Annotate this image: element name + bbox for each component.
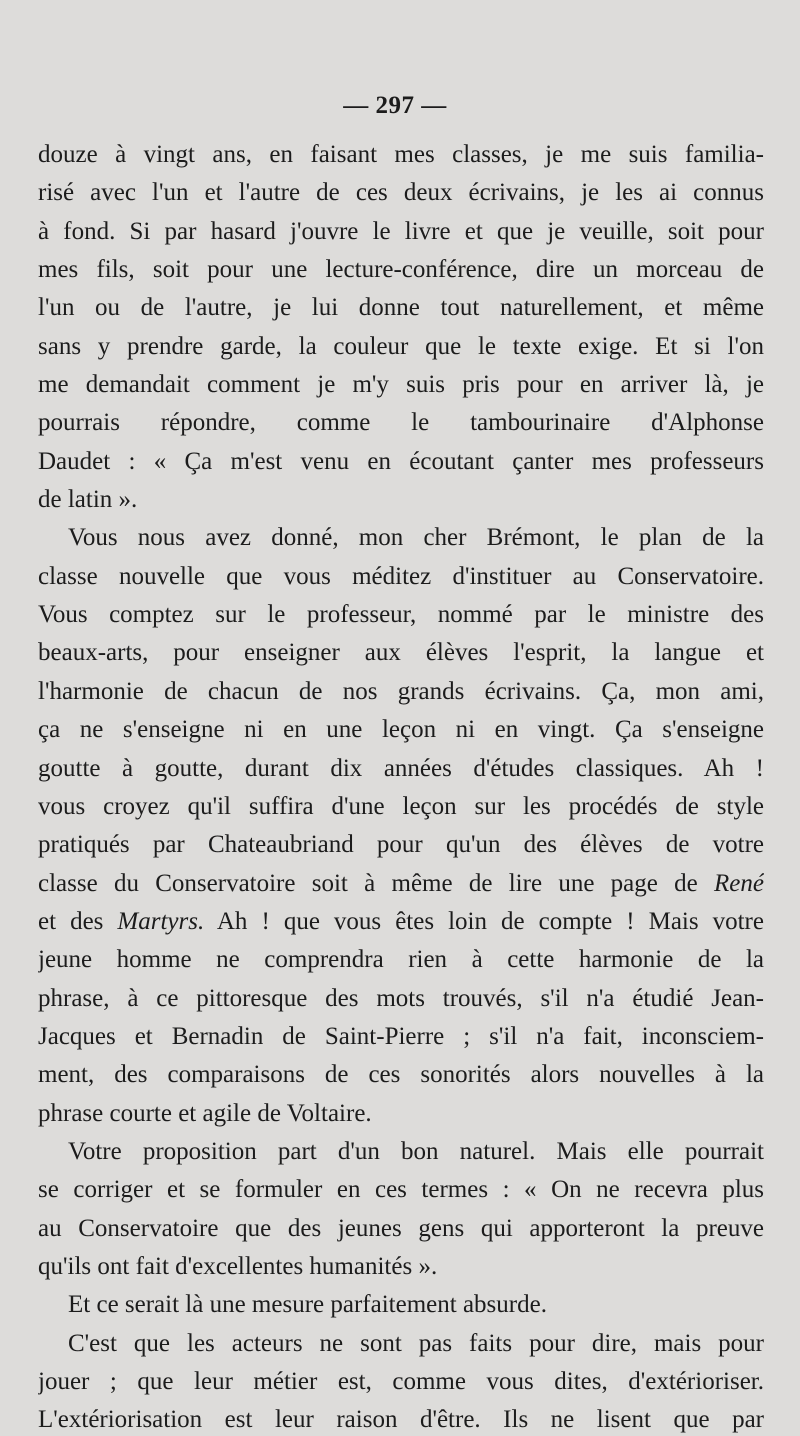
text-line: Vous comptez sur le professeur, nommé par le ministre des [38, 601, 764, 629]
text-line: Et ce serait là une mesure parfaitement absurde. [68, 1291, 547, 1319]
page-number: — 297 — [343, 92, 447, 119]
text-line: pourrais répondre, comme le tambourinaire d'Alphonse [38, 409, 764, 437]
text-line: qu'ils ont fait d'excellentes humanités ». [38, 1252, 438, 1280]
text-line: risé avec l'un et l'autre de ces deux écrivains, je les ai connus [38, 179, 764, 207]
text-line: jeune homme ne comprendra rien à cette harmonie de la [38, 946, 764, 974]
text-line: pratiqués par Chateaubriand pour qu'un des élèves de votre [38, 831, 764, 859]
text-segment: classe du Conservatoire soit à même de lire une page de [38, 869, 715, 897]
text-line: l'harmonie de chacun de nos grands écrivains. Ça, mon ami, [38, 677, 764, 705]
text-line: Jacques et Bernadin de Saint-Pierre ; s'il n'a fait, inconsciem- [38, 1022, 764, 1050]
text-line: C'est que les acteurs ne sont pas faits pour dire, mais pour [68, 1329, 764, 1357]
text-line: L'extériorisation est leur raison d'être. Ils ne lisent que par [38, 1406, 764, 1434]
text-line: au Conservatoire que des jeunes gens qui apporteront la preuve [38, 1214, 764, 1242]
text-segment: et des [38, 907, 118, 935]
body-text [38, 136, 764, 1436]
text-line: classe nouvelle que vous méditez d'instituer au Conservatoire. [38, 562, 764, 590]
text-line: jouer ; que leur métier est, comme vous dites, d'extérioriser. [38, 1368, 764, 1395]
text-line: goutte à goutte, durant dix années d'études classiques. Ah ! [38, 754, 764, 782]
text-line: sans y prendre garde, la couleur que le texte exige. Et si l'on [38, 332, 764, 360]
text-line: phrase, à ce pittoresque des mots trouvés, s'il n'a étudié Jean- [38, 984, 764, 1012]
text-line: ment, des comparaisons de ces sonorités alors nouvelles à la [38, 1061, 764, 1089]
text-line [38, 903, 764, 941]
text-line: à fond. Si par hasard j'ouvre le livre et que je veuille, soit pour [38, 217, 764, 245]
text-line: ça ne s'enseigne ni en une leçon ni en vingt. Ça s'enseigne [38, 716, 764, 744]
text-line: me demandait comment je m'y suis pris pour en arriver là, je [38, 371, 764, 399]
text-line: Votre proposition part d'un bon naturel. Mais elle pourrait [68, 1137, 764, 1165]
text-line: mes fils, soit pour une lecture-conférence, dire un morceau de [38, 256, 764, 284]
text-line: beaux-arts, pour enseigner aux élèves l'esprit, la langue et [38, 639, 764, 667]
text-segment: Ah ! que vous êtes loin de compte ! Mais votre [204, 907, 764, 935]
text-line: phrase courte et agile de Voltaire. [38, 1099, 372, 1127]
italic-title: Martyrs. [117, 907, 205, 935]
text-line: vous croyez qu'il suffira d'une leçon sur les procédés de style [38, 792, 764, 820]
italic-title: René [714, 869, 764, 897]
text-line: se corriger et se formuler en ces termes : « On ne recevra plus [38, 1176, 764, 1204]
text-line: de latin ». [38, 486, 138, 514]
text-line: Vous nous avez donné, mon cher Brémont, le plan de la [68, 524, 764, 552]
text-line: douze à vingt ans, en faisant mes classes, je me suis familia- [38, 141, 764, 168]
text-line: Daudet : « Ça m'est venu en écoutant çanter mes professeurs [38, 447, 764, 475]
text-line [38, 865, 764, 903]
text-line: l'un ou de l'autre, je lui donne tout naturellement, et même [38, 294, 764, 322]
